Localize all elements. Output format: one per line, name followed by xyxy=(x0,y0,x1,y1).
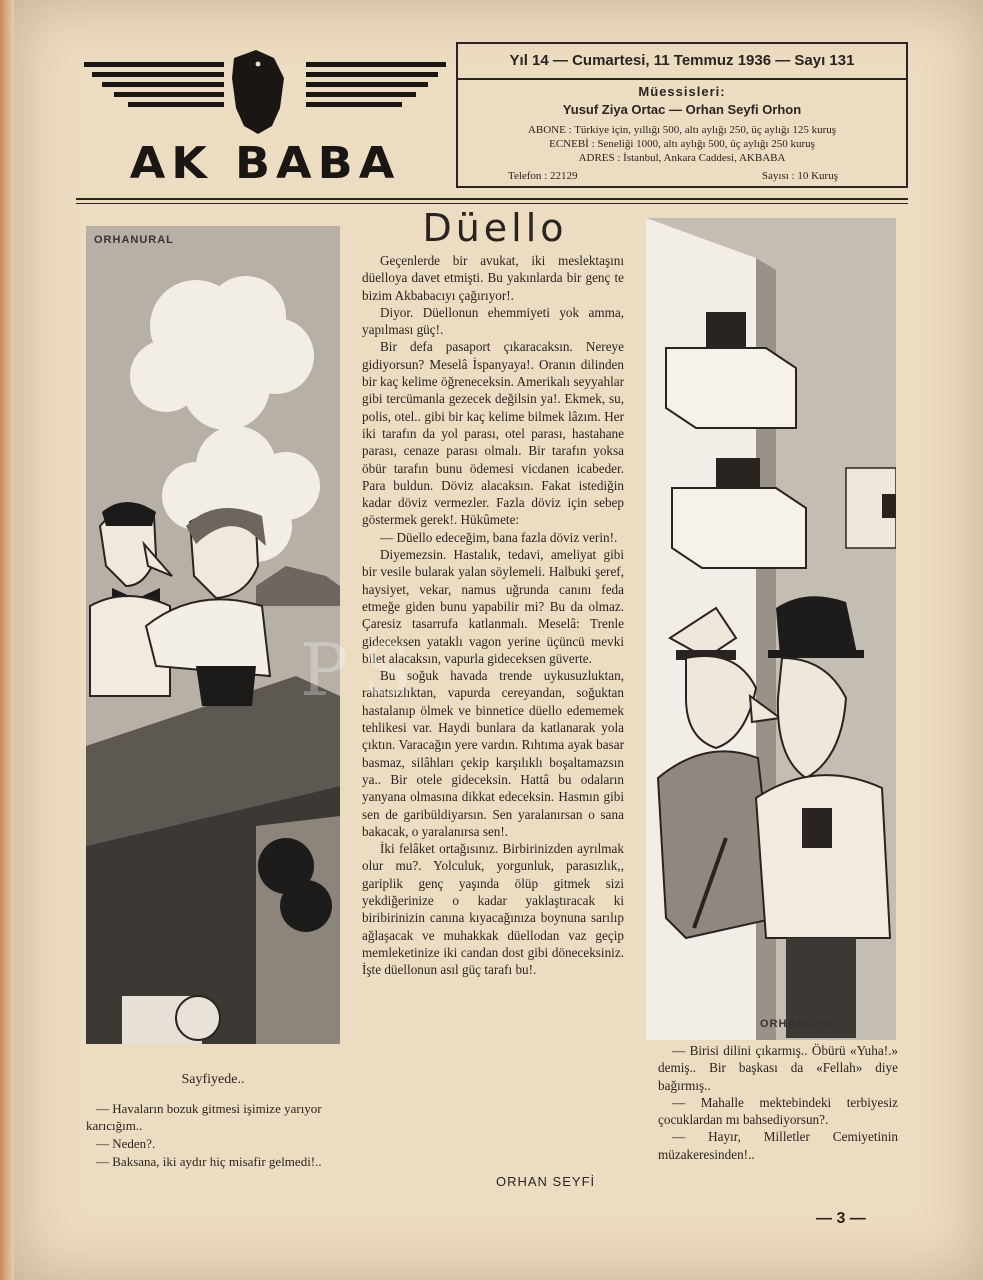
address: ADRES : İstanbul, Ankara Caddesi, AKBABA xyxy=(578,152,786,164)
issue-date-line: Yıl 14 — Cumartesi, 11 Temmuz 1936 — Sayı 131 xyxy=(458,44,906,80)
telephone: Telefon : 22129 xyxy=(508,170,578,182)
left-caption xyxy=(86,1100,336,1171)
article-paragraph: Diyemezsin. Hastalık, tedavi, ameliyat gibi bir vesile bularak yalan söylemeli. Halbuki şeref, haysiyet, vekar, namus uğrunda canını feda etmeğe giden bunu yapabilir mi? Bu da olmaz. Çaresiz tasarrufa katlanmalı. Meselâ: Trenle gideceksen yataklı vagon yerine üçüncü mevki bilet alacaksın, vapurla gideceksen güverte. xyxy=(362,547,624,666)
left-caption-line: — Baksana, iki aydır hiç misafir gelmedi!.. xyxy=(96,1154,322,1169)
article-paragraph: Geçenlerde bir avukat, iki meslektaşını düelloya davet etmişti. Bu yakınlarda bir genç te bizim Akbabacıyı çağırıyor!. xyxy=(362,253,624,303)
eagle-icon xyxy=(84,48,446,138)
logo-text: AK BABA xyxy=(129,137,401,189)
right-caption xyxy=(658,1042,898,1163)
subscription-foreign: ECNEBİ : Seneliği 1000, altı aylığı 500, üç aylığı 250 kuruş xyxy=(549,138,815,150)
article-paragraph: Bu soğuk havada trende uykusuzluktan, rahatsızlıktan, vapurda cereyandan, soğuktan hastalanıp ölmek ve binnetice düello edememek tehlikesi var. Haydi bunlara da katlanarak yola çıktın. Varacağın yere vardın. Rıhtıma ayak basar basmaz, silâhları çekip karşılıklı boşaltamazsın ya.. Bir otele gideceksin. Hattâ bu odaların yanyana olmasına dikkat edeceksin. Hasmın gibi sen de garibüldiyarsın. Sen yaralanırsan o sana bakacak, o yaralanırsa sen!. xyxy=(362,668,624,839)
right-caption-paragraph: — Mahalle mektebindeki terbiyesiz çocuklardan mı bahsediyorsun?. xyxy=(658,1094,898,1128)
left-caption-line: — Havaların bozuk gitmesi işimize yarıyor karıcığım.. xyxy=(86,1101,322,1133)
issue-price: Sayısı : 10 Kuruş xyxy=(761,170,838,182)
right-cartoon-illustration xyxy=(646,218,896,1040)
akbaba-logo xyxy=(84,48,446,189)
article-author: ORHAN SEYFİ xyxy=(496,1174,596,1189)
watermark: PS xyxy=(300,628,426,712)
masthead-rule xyxy=(76,198,908,200)
right-caption-paragraph: — Birisi dilini çıkarmış.. Öbürü «Yuha!.» demiş.. Bir başkası da «Fellah» diye bağırmış.. xyxy=(658,1043,898,1093)
left-caption-title: Sayfiyede.. xyxy=(181,1072,245,1087)
subscription-domestic: ABONE : Türkiye için, yıllığı 500, altı aylığı 250, üç aylığı 125 kuruş xyxy=(527,124,837,136)
article-body xyxy=(362,252,624,978)
article-paragraph: İki felâket ortağısınız. Birbirinizden ayrılmak olur mu?. Yolculuk, yorgunluk, parasızlık,, gariplik genç yaşında ölüp gitmek sizi yekdiğerinize o kadar yaklaştıracak ki biribirinizin canına kıyacağınıza boynuna sarılıp ağlaşacak ve muhakkak düellodan vaz geçip memleketinize iki candan dost gibi döneceksiniz. İşte düellonun asıl güç tarafı bu!. xyxy=(362,841,624,978)
article-paragraph: Diyor. Düellonun ehemmiyeti yok amma, yapılması güç!. xyxy=(362,304,624,338)
founders-names: Yusuf Ziya Ortac — Orhan Seyfi Orhon xyxy=(562,102,802,117)
left-caption-line: — Neden?. xyxy=(96,1136,156,1151)
masthead-info-box xyxy=(456,42,908,188)
page-edge xyxy=(0,0,14,1280)
article-title: Düello xyxy=(422,206,568,250)
left-cartoon-signature: ORHANURAL xyxy=(94,234,174,246)
page-number: — 3 — xyxy=(816,1210,866,1227)
founders-heading: Müessisleri: xyxy=(638,84,726,99)
right-caption-paragraph: — Hayır, Milletler Cemiyetinin müzakeresinden!.. xyxy=(658,1129,898,1162)
article-paragraph: — Düello edeceğim, bana fazla döviz verin!. xyxy=(380,529,618,545)
article-paragraph: Bir defa pasaport çıkaracaksın. Nereye gidiyorsun? Meselâ İspanyaya!. Oranın dilinden bir kaç kelime öğreneceksin. Amerikalı seyyahlar gibi tercümanla gezecek değilsin ya!. Ekmek, su, polis, otel.. gibi bir kaç kelime bilmek lâzım. Her iki tarafın da yol parası, otel parası, hastahane parası, cenaze parası olmalı. Bir tarafın yoksa öbür tarafın bunu ödemesi vicdanen icabeder. Para buldun. Döviz alacaksın. Fakat istediğin kadar döviz vermezler. Fazla döviz için sebep göstermek gerek!. Hükûmete: xyxy=(362,339,624,528)
masthead-rule-thin xyxy=(76,203,908,204)
right-cartoon-signature: ORHANURAL xyxy=(760,1018,840,1030)
